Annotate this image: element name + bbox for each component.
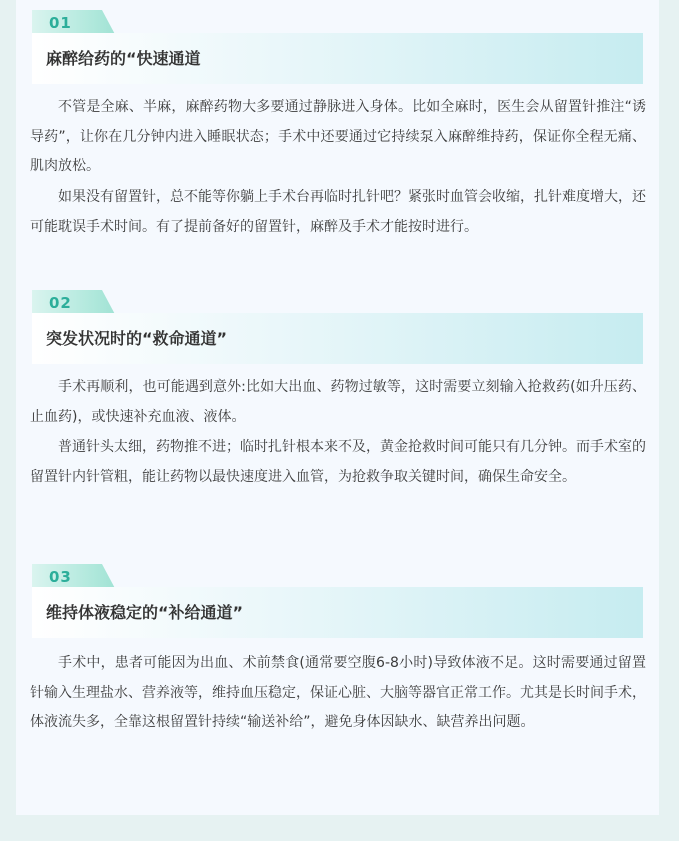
section-title: 突发状况时的“救命通道” xyxy=(46,329,228,348)
article-card xyxy=(16,0,659,815)
section-title-bar xyxy=(32,313,643,364)
section-number: 03 xyxy=(49,568,72,586)
paragraph: 普通针头太细，药物推不进；临时扎针根本来不及，黄金抢救时间可能只有几分钟。而手术室的留置针内针管粗，能让药物以最快速度进入血管，为抢救争取关键时间，确保生命安全。 xyxy=(30,439,646,485)
paragraph: 手术再顺利，也可能遇到意外:比如大出血、药物过敏等，这时需要立刻输入抢救药(如升压药、止血药)，或快速补充血液、液体。 xyxy=(30,379,646,425)
section-title: 麻醉给药的“快速通道 xyxy=(46,49,201,68)
section-title-bar xyxy=(32,587,643,638)
paragraph: 手术中，患者可能因为出血、术前禁食(通常要空腹6-8小时)导致体液不足。这时需要通过留置针输入生理盐水、营养液等，维持血压稳定，保证心脏、大脑等器官正常工作。尤其是长时间手术，体液流失多，全靠这根留置针持续“输送补给”，避免身体因缺水、缺营养出问题。 xyxy=(30,655,646,730)
section-number: 02 xyxy=(49,294,72,312)
section-title: 维持体液稳定的“补给通道” xyxy=(46,603,244,622)
section-title-bar xyxy=(32,33,643,84)
paragraph: 不管是全麻、半麻，麻醉药物大多要通过静脉进入身体。比如全麻时，医生会从留置针推注“诱导药”，让你在几分钟内进入睡眠状态；手术中还要通过它持续泵入麻醉维持药，保证你全程无痛、肌肉放松。 xyxy=(30,99,646,174)
section-number: 01 xyxy=(49,14,72,32)
paragraph: 如果没有留置针，总不能等你躺上手术台再临时扎针吧？紧张时血管会收缩，扎针难度增大，还可能耽误手术时间。有了提前备好的留置针，麻醉及手术才能按时进行。 xyxy=(30,189,646,235)
